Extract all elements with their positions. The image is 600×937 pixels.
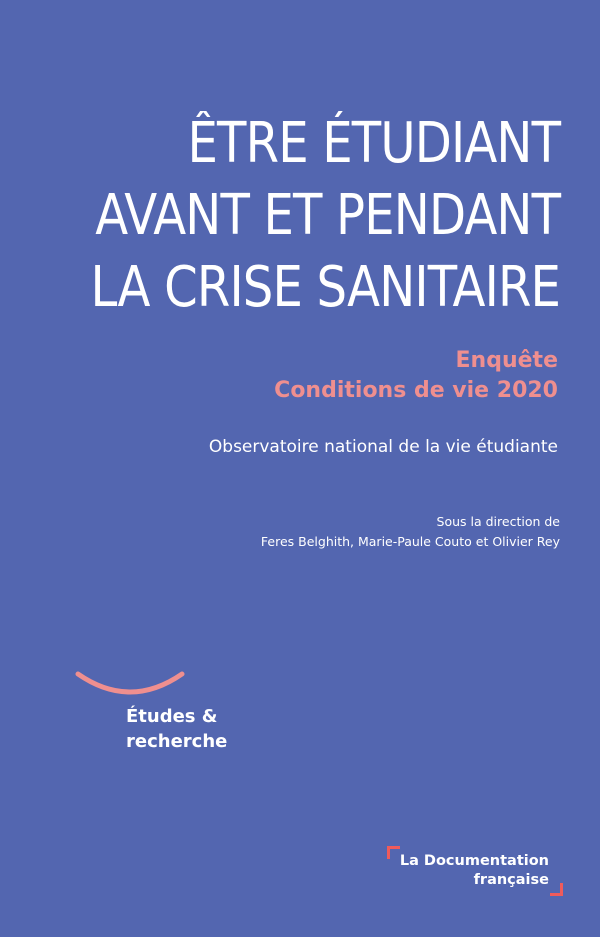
book-subtitle [274, 346, 558, 406]
publisher-line-2: française [473, 872, 549, 888]
authors-list: Feres Belghith, Marie-Paule Couto et Olivier Rey [260, 534, 560, 549]
title-line-3: LA CRISE SANITAIRE [90, 255, 560, 320]
series-arc-decoration [74, 668, 186, 698]
title-line-2: AVANT ET PENDANT [95, 183, 560, 248]
publisher-name [400, 852, 549, 890]
title-line-1: ÊTRE ÉTUDIANT [187, 111, 560, 176]
subtitle-line-1: Enquête [455, 348, 558, 373]
editorial-direction [261, 512, 560, 552]
series-line-1: Études & [126, 706, 218, 727]
publisher-line-1: La Documentation [399, 853, 549, 869]
book-title [90, 108, 560, 324]
publisher-logo [387, 846, 563, 896]
series-line-2: recherche [126, 731, 228, 752]
logo-bracket-bottom-right-icon [550, 883, 563, 896]
subtitle-line-2: Conditions de vie 2020 [274, 378, 558, 403]
logo-bracket-top-left-icon [387, 846, 400, 859]
series-name [126, 704, 227, 754]
organization-name: Observatoire national de la vie étudiante [208, 437, 558, 457]
direction-label: Sous la direction de [436, 514, 560, 529]
